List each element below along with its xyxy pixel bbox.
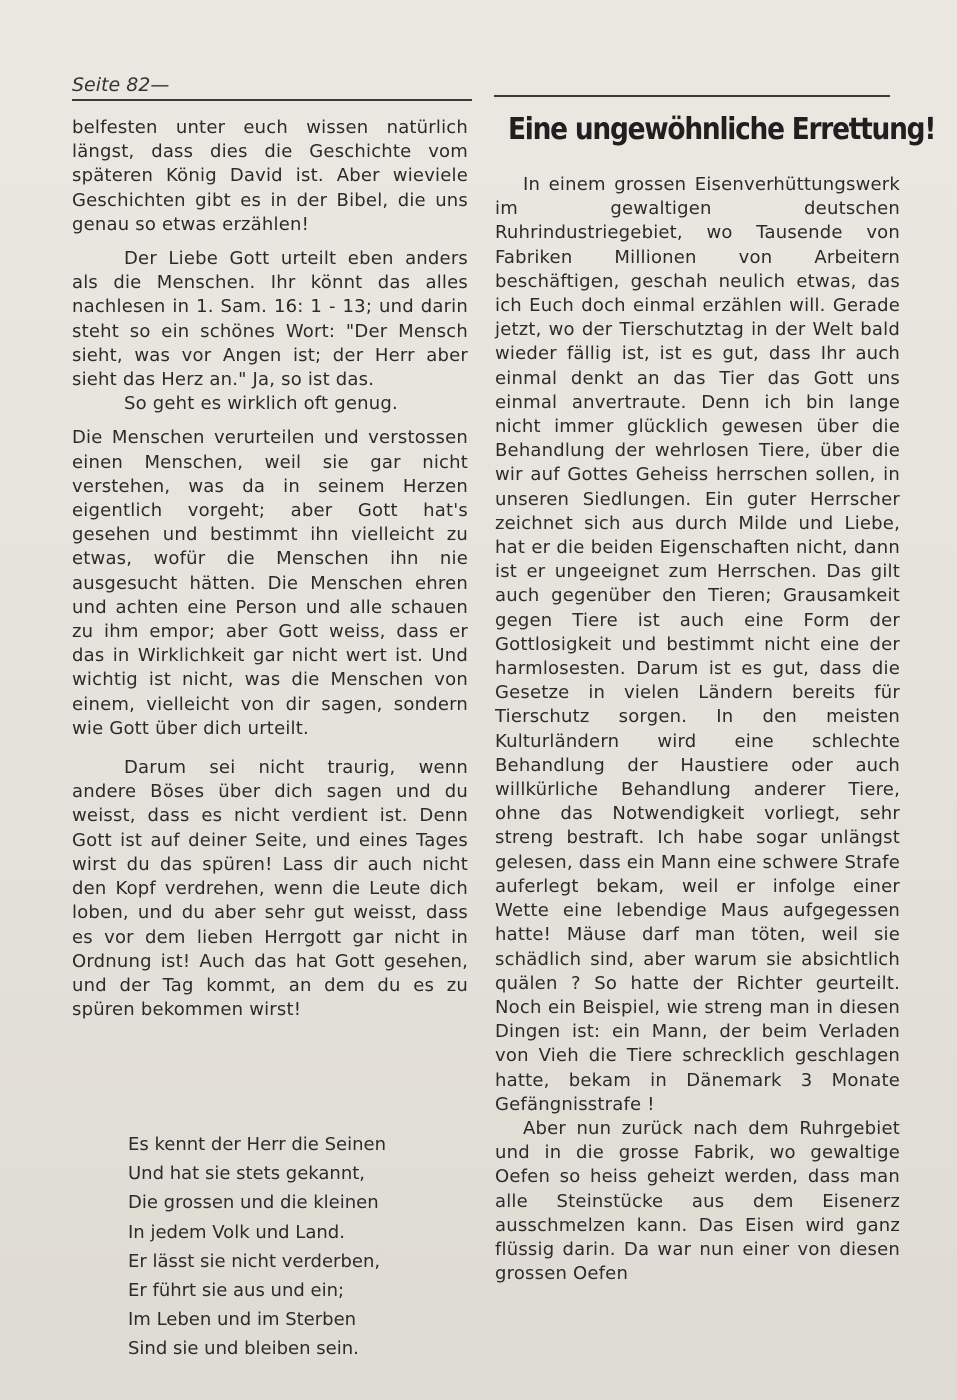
header-rule-left bbox=[72, 99, 472, 101]
poem-line: Sind sie und bleiben sein. bbox=[128, 1338, 359, 1360]
poem-line: In jedem Volk und Land. bbox=[128, 1221, 345, 1243]
poem-line: Es kennt der Herr die Seinen bbox=[128, 1134, 386, 1155]
poem-line: Er führt sie aus und ein; bbox=[128, 1280, 345, 1302]
right-column bbox=[495, 173, 900, 1286]
left-paragraph-5: Darum sei nicht traurig, wenn andere Böses über dich sagen und du weisst, dass es nicht verdient ist. Denn Gott ist auf deiner Seite, und eines Tages wirst du das spüren! Lass dir auch nicht den Kopf verdrehen, wenn die Leute dich loben, und du aber sehr gut weisst, dass es vor dem lieben Herrgott gar nicht in Ordnung ist! Auch das hat Gott gesehen, und der Tag kommt, an dem du es zu spüren bekommen wirst! bbox=[72, 757, 468, 1021]
page-number-header: Seite 82— bbox=[72, 74, 170, 96]
right-paragraph-2: Aber nun zurück nach dem Ruhrgebiet und in die grosse Fabrik, wo gewaltige Oefen so heiss geheizt werden, dass man alle Steinstücke aus dem Eisenerz ausschmelzen kann. Das Eisen wird ganz flüssig darin. Da war nun einer von diesen grossen Oefen bbox=[495, 1117, 900, 1285]
left-paragraph-3: So geht es wirklich oft genug. bbox=[124, 393, 398, 415]
poem-line: Im Leben und im Sterben bbox=[128, 1309, 357, 1331]
article-title: Eine ungewöhnliche Errettung! bbox=[508, 112, 936, 147]
poem bbox=[128, 1130, 468, 1364]
poem-line: Und hat sie stets gekannt, bbox=[128, 1163, 366, 1185]
header-rule-right bbox=[494, 95, 890, 97]
left-paragraph-2: Der Liebe Gott urteilt eben anders als die Menschen. Ihr könnt das alles nachlesen in 1. Sam. 16: 1 - 13; und darin steht so ein schönes Wort: "Der Mensch sieht, was vor Angen ist; der Herr aber sieht das Herz an." Ja, so ist das. bbox=[72, 248, 468, 391]
left-paragraph-4: Die Menschen verurteilen und verstossen einen Menschen, weil sie gar nicht verstehen, was da in seinem Herzen eigentlich vorgeht; aber Gott hat's gesehen und bestimmt ihn vielleicht zu etwas, wofür die Menschen ihn nie ausgesucht hätten. Die Menschen ehren und achten eine Person und alle schauen zu ihm empor; aber Gott weiss, dass er das in Wirklichkeit gar nicht wert ist. Und wichtig ist nicht, was die Menschen von einem, vielleicht von dir sagen, sondern wie Gott über dich urteilt. bbox=[72, 427, 468, 739]
left-column bbox=[72, 116, 468, 1022]
poem-line: Die grossen und die kleinen bbox=[128, 1192, 379, 1214]
left-paragraph-1: belfesten unter euch wissen natürlich längst, dass dies die Geschichte vom späteren König David ist. Aber wieviele Geschichten gibt es in der Bibel, die uns genau so etwas erzählen! bbox=[72, 117, 468, 235]
poem-line: Er lässt sie nicht verderben, bbox=[128, 1250, 381, 1272]
right-paragraph-1: In einem grossen Eisenverhüttungswerk im gewaltigen deutschen Ruhrindustriegebiet, wo Tausende von Fabriken Millionen von Arbeitern beschäftigen, geschah neulich etwas, das ich Euch doch einmal erzählen will. Gerade jetzt, wo der Tierschutztag in der Welt bald wieder fällig ist, ist es gut, dass Ihr auch einmal denkt an das Tier das Gott uns einmal anvertraute. Denn ich bin lange nicht immer glücklich gewesen über die Behandlung der wehrlosen Tiere, über die wir auf Gottes Geheiss herrschen sollen, in unseren Siedlungen. Ein guter Herrscher zeichnet sich aus durch Milde und Liebe, hat er die beiden Eigenschaften nicht, dann ist er ungeeignet zum Herrschen. Das gilt auch gegenüber den Tieren; Grausamkeit gegen Tiere ist auch eine Form der Gottlosigkeit und bestimmt nicht eine der harmlosesten. Darum ist es gut, dass die Gesetze in vielen Ländern bereits für Tierschutz sorgen. In den meisten Kulturländern wird eine schlechte Behandlung der Haustiere oder auch willkürliche Behandlung anderer Tiere, ohne das Notwendigkeit vorliegt, sehr streng bestraft. Ich habe sogar unlängst gelesen, dass ein Mann eine schwere Strafe auferlegt bekam, weil er infolge einer Wette eine lebendige Maus aufgegessen hatte! Mäuse darf man töten, weil sie schädlich sind, aber warum sie absichtlich quälen ? So hatte der Richter geurteilt. Noch ein Beispiel, wie streng man in diesen Dingen ist: ein Mann, der beim Verladen von Vieh die Tiere schrecklich geschlagen hatte, bekam in Dänemark 3 Monate Gefängnisstrafe ! bbox=[495, 174, 900, 1115]
